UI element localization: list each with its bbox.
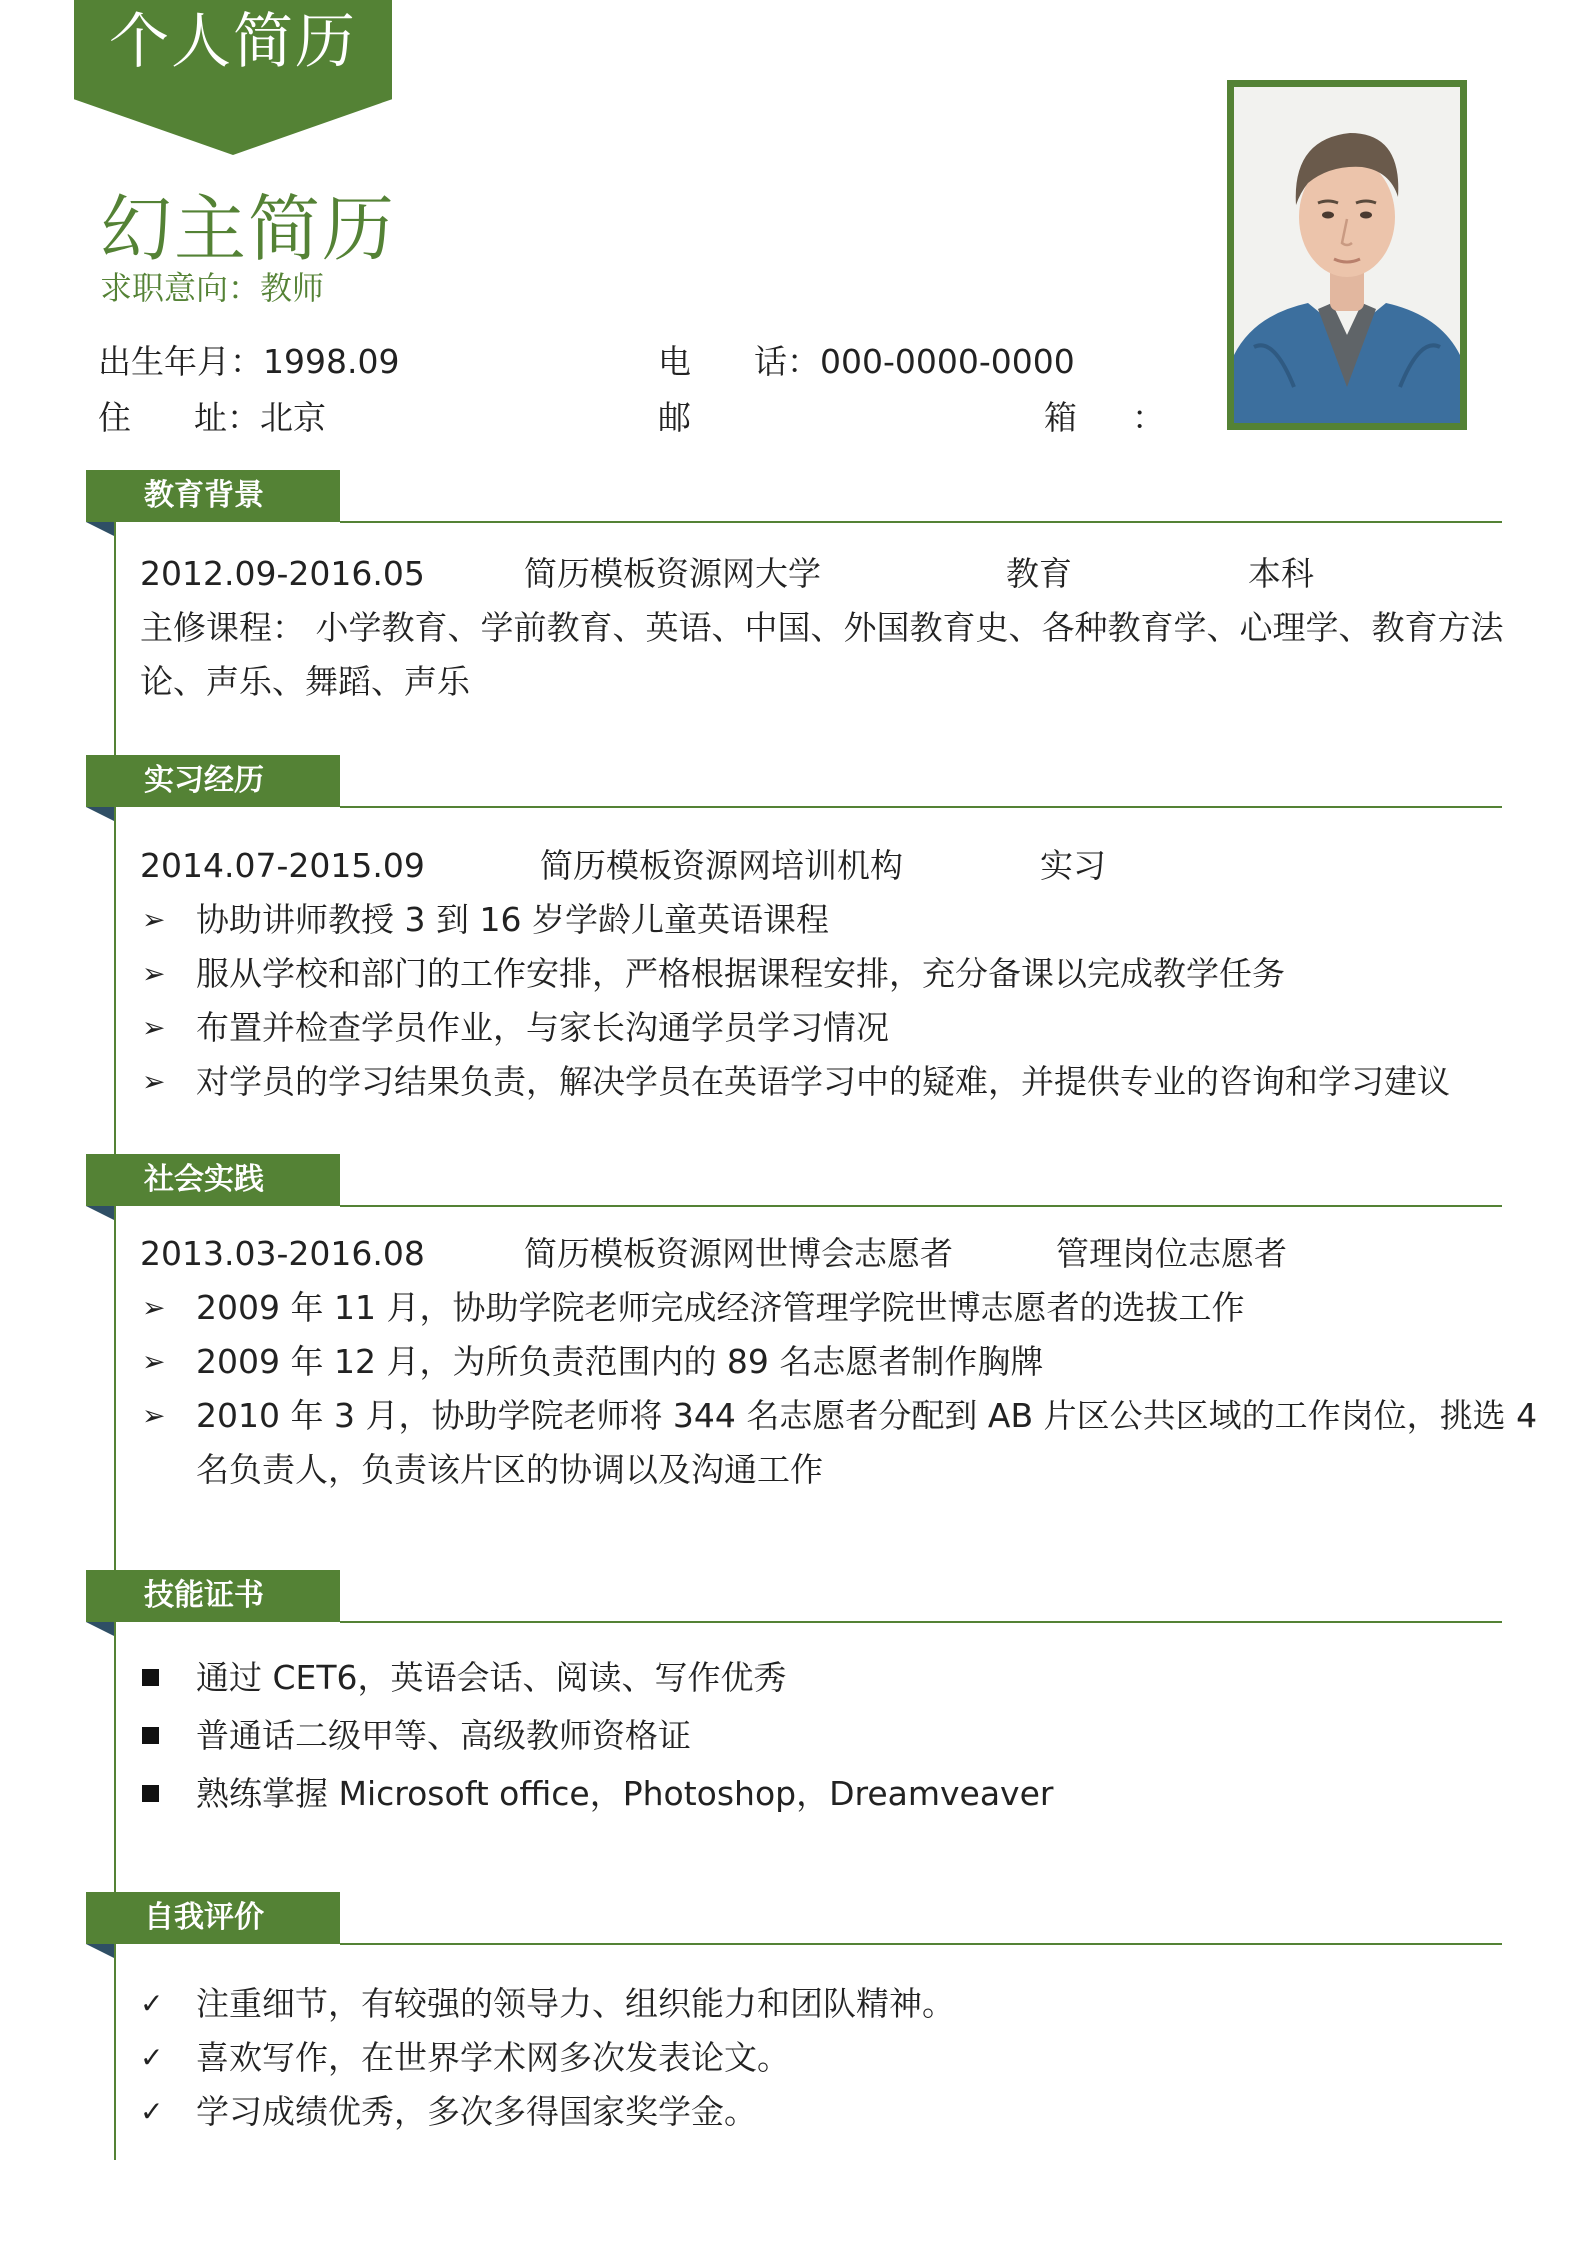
skill-item: 普通话二级甲等、高级教师资格证	[196, 1716, 691, 1755]
address-value: 北京	[260, 398, 326, 437]
section-fold	[86, 1944, 114, 1958]
check-bullet-icon: ✓	[140, 1987, 164, 2020]
practice-org: 简历模板资源网世博会志愿者	[524, 1234, 953, 1273]
arrow-bullet-icon: ➢	[142, 903, 166, 936]
birth-value: 1998.09	[263, 342, 400, 381]
internship-item: 协助讲师教授 3 到 16 岁学龄儿童英语课程	[196, 900, 829, 939]
arrow-bullet-icon: ➢	[142, 1399, 166, 1432]
practice-item: 2010 年 3 月，协助学院老师将 344 名志愿者分配到 AB 片区公共区域的工作岗位，挑选 4	[196, 1396, 1538, 1435]
internship-item: 布置并检查学员作业，与家长沟通学员学习情况	[196, 1008, 889, 1047]
section-title-education: 教育背景	[86, 470, 340, 522]
education-major: 教育	[1006, 554, 1072, 593]
square-bullet-icon	[142, 1669, 159, 1686]
section-rule	[340, 1205, 1502, 1207]
section-fold	[86, 1206, 114, 1220]
self-eval-item: 学习成绩优秀，多次多得国家奖学金。	[196, 2092, 757, 2131]
practice-item: 2009 年 11 月，协助学院老师完成经济管理学院世博志愿者的选拔工作	[196, 1288, 1245, 1327]
banner-title: 个人简历	[109, 7, 357, 77]
section-title-practice: 社会实践	[86, 1154, 340, 1206]
email-label-1: 邮	[658, 398, 691, 437]
practice-item: 2009 年 12 月，为所负责范围内的 89 名志愿者制作胸牌	[196, 1342, 1044, 1381]
portrait-avatar-icon	[1234, 87, 1460, 423]
section-title-self-eval: 自我评价	[86, 1892, 340, 1944]
section-fold	[86, 1622, 114, 1636]
internship-item: 对学员的学习结果负责，解决学员在英语学习中的疑难，并提供专业的咨询和学习建议	[196, 1062, 1450, 1101]
self-eval-item: 喜欢写作，在世界学术网多次发表论文。	[196, 2038, 790, 2077]
education-school: 简历模板资源网大学	[524, 554, 821, 593]
email-label-3: ：	[1132, 398, 1165, 437]
internship-org: 简历模板资源网培训机构	[540, 846, 903, 885]
email-label-2: 箱	[1044, 398, 1077, 437]
education-courses-line2: 论、声乐、舞蹈、声乐	[140, 662, 470, 701]
address-field	[194, 398, 326, 438]
phone-value: 000-0000-0000	[820, 342, 1075, 381]
internship-role: 实习	[1040, 846, 1106, 885]
practice-item-continued: 名负责人，负责该片区的协调以及沟通工作	[196, 1450, 823, 1489]
check-bullet-icon: ✓	[140, 2095, 164, 2128]
address-label-2: 址：	[194, 398, 260, 437]
arrow-bullet-icon: ➢	[142, 1011, 166, 1044]
skill-item: 通过 CET6，英语会话、阅读、写作优秀	[196, 1658, 787, 1697]
phone-label-2: 话：	[754, 342, 820, 381]
check-bullet-icon: ✓	[140, 2041, 164, 2074]
square-bullet-icon	[142, 1785, 159, 1802]
birth-field	[98, 342, 399, 382]
square-bullet-icon	[142, 1727, 159, 1744]
section-rule	[340, 806, 1502, 808]
arrow-bullet-icon: ➢	[142, 1291, 166, 1324]
practice-role: 管理岗位志愿者	[1056, 1234, 1287, 1273]
section-rule	[340, 1943, 1502, 1945]
arrow-bullet-icon: ➢	[142, 1065, 166, 1098]
section-title-internship: 实习经历	[86, 755, 340, 807]
section-rule	[340, 1621, 1502, 1623]
section-fold	[86, 522, 114, 536]
job-intent: 求职意向：教师	[100, 269, 325, 307]
education-date: 2012.09-2016.05	[140, 554, 425, 593]
arrow-bullet-icon: ➢	[142, 957, 166, 990]
self-eval-item: 注重细节，有较强的领导力、组织能力和团队精神。	[196, 1984, 955, 2023]
section-fold	[86, 807, 114, 821]
education-degree: 本科	[1248, 554, 1314, 593]
practice-date: 2013.03-2016.08	[140, 1234, 425, 1273]
internship-item: 服从学校和部门的工作安排，严格根据课程安排，充分备课以完成教学任务	[196, 954, 1285, 993]
profile-photo	[1227, 80, 1467, 430]
arrow-bullet-icon: ➢	[142, 1345, 166, 1378]
candidate-name: 幻主简历	[100, 187, 397, 271]
phone-field	[754, 342, 1075, 382]
internship-date: 2014.07-2015.09	[140, 846, 425, 885]
address-label-1: 住	[98, 398, 131, 437]
skill-item: 熟练掌握 Microsoft office，Photoshop，Dreamveaver	[196, 1774, 1054, 1813]
birth-label: 出生年月：	[98, 342, 263, 381]
section-title-skills: 技能证书	[86, 1570, 340, 1622]
section-rule	[340, 521, 1502, 523]
phone-label-1: 电	[658, 342, 691, 381]
education-courses-line1: 主修课程： 小学教育、学前教育、英语、中国、外国教育史、各种教育学、心理学、教育方法	[140, 608, 1504, 647]
